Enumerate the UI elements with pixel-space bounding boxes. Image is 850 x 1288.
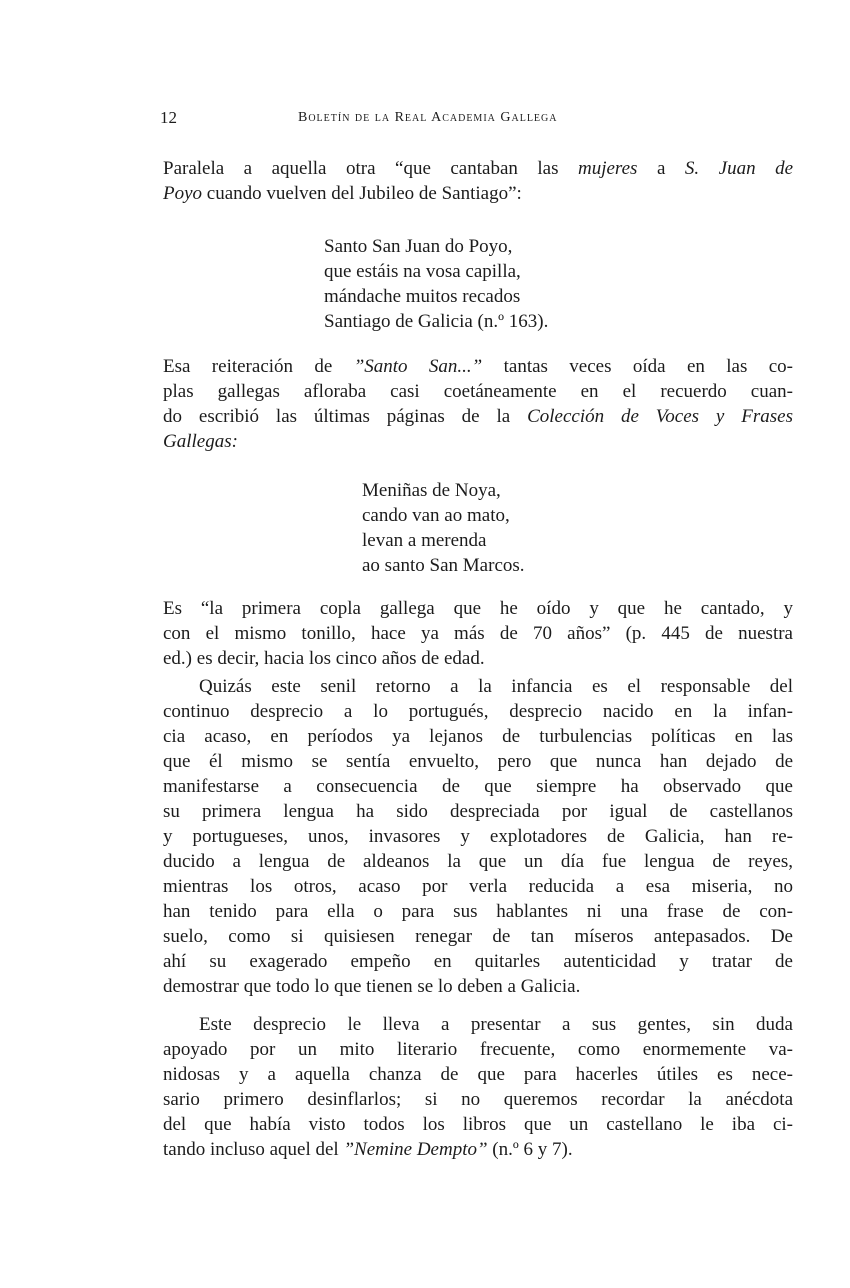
verse-line: Santo San Juan do Poyo, [324,236,513,257]
paragraph-line: ahí su exagerado empeño en quitarles autenticidad y tratar de [163,951,793,972]
paragraph-reiteration [163,354,793,454]
paragraph-line: do escribió las últimas páginas de la Colección de Voces y Frases [163,406,793,427]
paragraph-chanza [163,1012,793,1162]
paragraph-intro [163,156,793,206]
verse-quote-1 [324,234,548,334]
paragraph-line: han tenido para ella o para sus hablantes ni una frase de con- [163,901,793,922]
paragraph-line: mientras los otros, acaso por verla reducida a esa miseria, no [163,876,793,897]
running-head: Boletín de la Real Academia Gallega [298,110,558,125]
paragraph-line: ducido a lengua de aldeanos la que un día fue lengua de reyes, [163,851,793,872]
paragraph-line: Poyo cuando vuelven del Jubileo de Santiago”: [163,183,522,204]
paragraph-line: continuo desprecio a lo portugués, desprecio nacido en la infan- [163,701,793,722]
paragraph-line: manifestarse a consecuencia de que siempre ha observado que [163,776,793,797]
paragraph-line: que él mismo se sentía envuelto, pero que nunca han dejado de [163,751,793,772]
paragraph-line: nidosas y a aquella chanza de que para hacerles útiles es nece- [163,1064,793,1085]
paragraph-copla [163,596,793,671]
verse-line: Meniñas de Noya, [362,480,501,501]
paragraph-line: sario primero desinflarlos; si no queremos recordar la anécdota [163,1089,793,1110]
verse-line: mándache muitos recados [324,286,521,307]
verse-line: que estáis na vosa capilla, [324,261,521,282]
paragraph-line: ed.) es decir, hacia los cinco años de edad. [163,648,485,669]
verse-quote-2 [362,478,525,578]
paragraph-line: suelo, como si quisiesen renegar de tan míseros antepasados. De [163,926,793,947]
paragraph-line: con el mismo tonillo, hace ya más de 70 años” (p. 445 de nuestra [163,623,793,644]
paragraph-line: tando incluso aquel del ”Nemine Dempto” (n.º 6 y 7). [163,1139,573,1160]
paragraph-line: demostrar que todo lo que tienen se lo deben a Galicia. [163,976,581,997]
verse-line: levan a merenda [362,530,487,551]
paragraph-line: Paralela a aquella otra “que cantaban las mujeres a S. Juan de [163,158,793,179]
paragraph-line: Es “la primera copla gallega que he oído y que he cantado, y [163,598,793,619]
paragraph-line: Este desprecio le lleva a presentar a sus gentes, sin duda [199,1014,793,1035]
paragraph-line: y portugueses, unos, invasores y explotadores de Galicia, han re- [163,826,793,847]
verse-line: Santiago de Galicia (n.º 163). [324,311,549,332]
paragraph-desprecio [163,674,793,999]
verse-line: cando van ao mato, [362,505,510,526]
paragraph-line: del que había visto todos los libros que un castellano le iba ci- [163,1114,793,1135]
verse-line: ao santo San Marcos. [362,555,525,576]
paragraph-line: apoyado por un mito literario frecuente, como enormemente va- [163,1039,793,1060]
page-number: 12 [160,108,177,127]
paragraph-line: cia acaso, en períodos ya lejanos de turbulencias políticas en las [163,726,793,747]
paragraph-line: plas gallegas afloraba casi coetáneamente en el recuerdo cuan- [163,381,793,402]
paragraph-line: Esa reiteración de ”Santo San...” tantas veces oída en las co- [163,356,793,377]
paragraph-line: su primera lengua ha sido despreciada por igual de castellanos [163,801,793,822]
paragraph-line: Quizás este senil retorno a la infancia es el responsable del [199,676,793,697]
paragraph-line: Gallegas: [163,431,238,452]
